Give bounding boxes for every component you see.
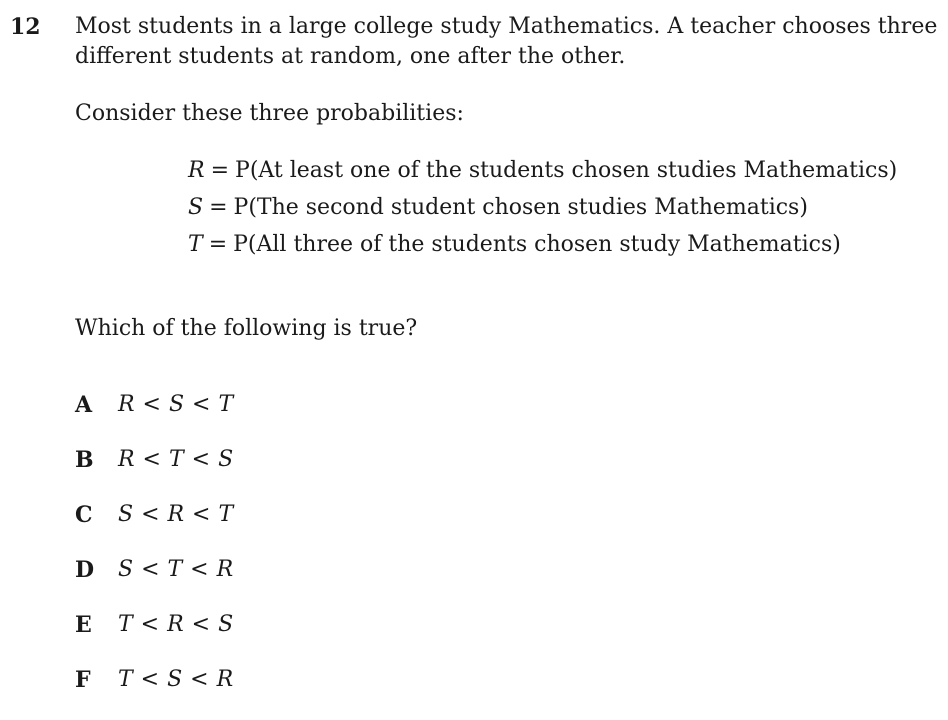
equals-sign: =	[209, 195, 228, 220]
option-expression: T < S < R	[118, 667, 234, 692]
option-expression: R < T < S	[118, 447, 234, 472]
option-a[interactable]	[75, 390, 234, 445]
probability-definitions	[188, 155, 897, 266]
option-expression: T < R < S	[118, 612, 234, 637]
definition-t	[188, 229, 897, 266]
equals-sign: =	[210, 158, 230, 183]
question-prompt: Which of the following is true?	[75, 316, 418, 341]
definition-r	[188, 155, 897, 192]
definition-expression: P(At least one of the students chosen studies Mathematics)	[235, 158, 898, 183]
option-b[interactable]	[75, 445, 234, 500]
option-d[interactable]	[75, 555, 234, 610]
definition-variable: S	[188, 195, 204, 220]
definition-expression: P(All three of the students chosen study Mathematics)	[233, 232, 841, 257]
option-expression: S < T < R	[118, 557, 234, 582]
option-letter: B	[75, 447, 94, 473]
answer-options	[75, 390, 234, 720]
option-letter: F	[75, 667, 91, 693]
option-f[interactable]	[75, 665, 234, 720]
option-e[interactable]	[75, 610, 234, 665]
stem-line-2: different students at random, one after the other.	[75, 44, 626, 69]
question-number: 12	[10, 14, 41, 40]
stem-line-1: Most students in a large college study Mathematics. A teacher chooses three	[75, 14, 938, 39]
option-letter: E	[75, 612, 92, 638]
equals-sign: =	[208, 232, 228, 257]
option-expression: R < S < T	[118, 392, 234, 417]
option-expression: S < R < T	[118, 502, 234, 527]
definition-expression: P(The second student chosen studies Mathematics)	[233, 195, 808, 220]
option-letter: C	[75, 502, 93, 528]
option-c[interactable]	[75, 500, 234, 555]
definition-variable: R	[188, 158, 205, 183]
definition-s	[188, 192, 897, 229]
question-stem	[75, 12, 940, 72]
intro-text: Consider these three probabilities:	[75, 101, 464, 126]
option-letter: A	[75, 392, 93, 418]
definition-variable: T	[188, 232, 203, 257]
option-letter: D	[75, 557, 95, 583]
